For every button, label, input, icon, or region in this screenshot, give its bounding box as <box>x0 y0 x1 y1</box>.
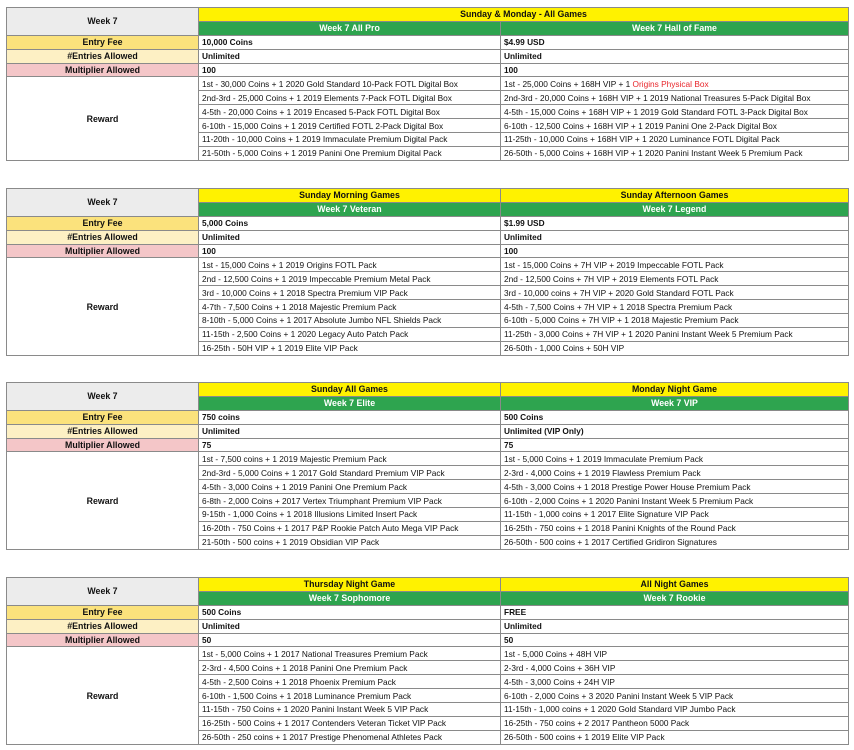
header-row <box>7 8 849 22</box>
entry-fee-value-right: FREE <box>501 605 849 619</box>
multiplier-allowed-row <box>7 63 849 77</box>
entry-fee-label: Entry Fee <box>7 605 199 619</box>
reward-right-text: 6-10th - 2,000 Coins + 3 2020 Panini Instant Week 5 VIP Pack <box>504 690 734 701</box>
header-row <box>7 578 849 592</box>
reward-right-text: 2nd-3rd - 20,000 Coins + 168H VIP + 1 2019 National Treasures 5-Pack Digital Box <box>504 92 811 103</box>
reward-right <box>501 146 849 160</box>
entries-allowed-label: #Entries Allowed <box>7 424 199 438</box>
reward-right <box>501 466 849 480</box>
reward-left: 2nd - 12,500 Coins + 1 2019 Impeccable Premium Metal Pack <box>199 272 501 286</box>
multiplier-allowed-value-right: 100 <box>501 63 849 77</box>
reward-right-text: 16-25th - 750 coins + 2 2017 Pantheon 5000 Pack <box>504 718 690 729</box>
reward-right-text: 3rd - 10,000 coins + 7H VIP + 2020 Gold Standard FOTL Pack <box>504 287 734 298</box>
reward-right-text: 26-50th - 1,000 Coins + 50H VIP <box>504 343 625 354</box>
reward-right <box>501 675 849 689</box>
reward-right <box>501 535 849 549</box>
entry-fee-label: Entry Fee <box>7 216 199 230</box>
contest-title-left: Week 7 Veteran <box>199 202 501 216</box>
reward-left: 6-8th - 2,000 Coins + 2017 Vertex Triumphant Premium VIP Pack <box>199 494 501 508</box>
reward-label: Reward <box>7 647 199 744</box>
reward-left: 1st - 5,000 Coins + 1 2017 National Treasures Premium Pack <box>199 647 501 661</box>
reward-left: 4-5th - 3,000 Coins + 1 2019 Panini One Premium Pack <box>199 480 501 494</box>
week-label: Week 7 <box>7 578 199 606</box>
multiplier-allowed-value-right: 100 <box>501 244 849 258</box>
reward-left: 1st - 30,000 Coins + 1 2020 Gold Standard 10-Pack FOTL Digital Box <box>199 77 501 91</box>
reward-right-text: 1st - 5,000 Coins + 48H VIP <box>504 648 608 659</box>
reward-right-text: 11-15th - 1,000 coins + 1 2017 Elite Signature VIP Pack <box>504 509 709 520</box>
multiplier-allowed-value-left: 75 <box>199 438 501 452</box>
entries-allowed-row <box>7 49 849 63</box>
reward-left: 26-50th - 250 coins + 1 2017 Prestige Phenomenal Athletes Pack <box>199 730 501 744</box>
entry-fee-value-left: 10,000 Coins <box>199 35 501 49</box>
entries-allowed-value-right: Unlimited <box>501 230 849 244</box>
reward-right-text: 6-10th - 12,500 Coins + 168H VIP + 1 2019 Panini One 2-Pack Digital Box <box>504 120 777 131</box>
reward-left: 3rd - 10,000 Coins + 1 2018 Spectra Premium VIP Pack <box>199 286 501 300</box>
multiplier-allowed-label: Multiplier Allowed <box>7 633 199 647</box>
contest-title-right: Week 7 Hall of Fame <box>501 21 849 35</box>
entry-fee-value-right: 500 Coins <box>501 410 849 424</box>
reward-right <box>501 300 849 314</box>
reward-right <box>501 286 849 300</box>
multiplier-allowed-label: Multiplier Allowed <box>7 63 199 77</box>
reward-right <box>501 661 849 675</box>
week-label: Week 7 <box>7 383 199 411</box>
reward-right <box>501 494 849 508</box>
slate-header-left: Thursday Night Game <box>199 578 501 592</box>
reward-right-text: 11-25th - 3,000 Coins + 7H VIP + 1 2020 Panini Instant Week 5 Premium Pack <box>504 329 793 340</box>
slate-header-left: Sunday Morning Games <box>199 189 501 203</box>
multiplier-allowed-value-left: 100 <box>199 244 501 258</box>
reward-right-text: 4-5th - 15,000 Coins + 168H VIP + 1 2019 Gold Standard FOTL 3-Pack Digital Box <box>504 106 808 117</box>
entry-fee-value-right: $1.99 USD <box>501 216 849 230</box>
reward-highlight: Origins Physical Box <box>632 78 709 89</box>
entries-allowed-value-left: Unlimited <box>199 49 501 63</box>
entry-fee-row <box>7 605 849 619</box>
reward-left: 6-10th - 1,500 Coins + 1 2018 Luminance Premium Pack <box>199 689 501 703</box>
week-label: Week 7 <box>7 189 199 217</box>
reward-left: 11-15th - 2,500 Coins + 1 2020 Legacy Auto Patch Pack <box>199 327 501 341</box>
slate-header: Sunday & Monday - All Games <box>199 8 849 22</box>
entries-allowed-value-left: Unlimited <box>199 619 501 633</box>
reward-right-text: 1st - 25,000 Coins + 168H VIP + 1 <box>504 78 633 89</box>
reward-right-text: 16-25th - 750 coins + 1 2018 Panini Knights of the Round Pack <box>504 523 736 534</box>
reward-right <box>501 327 849 341</box>
reward-right-text: 26-50th - 5,000 Coins + 168H VIP + 1 2020 Panini Instant Week 5 Premium Pack <box>504 148 803 159</box>
reward-right-text: 6-10th - 5,000 Coins + 7H VIP + 1 2018 Majestic Premium Pack <box>504 315 739 326</box>
reward-right-text: 1st - 5,000 Coins + 1 2019 Immaculate Premium Pack <box>504 453 703 464</box>
reward-left: 11-15th - 750 Coins + 1 2020 Panini Instant Week 5 VIP Pack <box>199 703 501 717</box>
entry-fee-value-left: 500 Coins <box>199 605 501 619</box>
reward-row <box>7 258 849 272</box>
reward-right <box>501 341 849 355</box>
reward-right-text: 2-3rd - 4,000 Coins + 36H VIP <box>504 662 616 673</box>
multiplier-allowed-row <box>7 438 849 452</box>
reward-row <box>7 452 849 466</box>
reward-right-text: 26-50th - 500 coins + 1 2017 Certified Gridiron Signatures <box>504 537 717 548</box>
reward-left: 4-5th - 2,500 Coins + 1 2018 Phoenix Premium Pack <box>199 675 501 689</box>
reward-right <box>501 105 849 119</box>
slate-header-left: Sunday All Games <box>199 383 501 397</box>
reward-right <box>501 272 849 286</box>
reward-right <box>501 730 849 744</box>
reward-right <box>501 91 849 105</box>
reward-left: 4-7th - 7,500 Coins + 1 2018 Majestic Premium Pack <box>199 300 501 314</box>
entry-fee-row <box>7 216 849 230</box>
reward-left: 6-10th - 15,000 Coins + 1 2019 Certified FOTL 2-Pack Digital Box <box>199 119 501 133</box>
reward-right <box>501 314 849 328</box>
contest-title-left: Week 7 Sophomore <box>199 591 501 605</box>
entry-fee-value-right: $4.99 USD <box>501 35 849 49</box>
reward-right <box>501 703 849 717</box>
reward-label: Reward <box>7 452 199 549</box>
multiplier-allowed-value-left: 100 <box>199 63 501 77</box>
reward-right-text: 1st - 15,000 Coins + 7H VIP + 2019 Impeccable FOTL Pack <box>504 259 724 270</box>
reward-right <box>501 77 849 91</box>
multiplier-allowed-value-right: 50 <box>501 633 849 647</box>
reward-left: 21-50th - 500 coins + 1 2019 Obsidian VIP Pack <box>199 535 501 549</box>
reward-right-text: 26-50th - 500 coins + 1 2019 Elite VIP Pack <box>504 732 665 743</box>
reward-right <box>501 133 849 147</box>
reward-left: 16-25th - 500 Coins + 1 2017 Contenders Veteran Ticket VIP Pack <box>199 716 501 730</box>
entry-fee-row <box>7 35 849 49</box>
entry-fee-value-left: 5,000 Coins <box>199 216 501 230</box>
entries-allowed-label: #Entries Allowed <box>7 49 199 63</box>
reward-right <box>501 521 849 535</box>
reward-right <box>501 480 849 494</box>
header-row <box>7 189 849 203</box>
contest-title-left: Week 7 Elite <box>199 396 501 410</box>
multiplier-allowed-row <box>7 633 849 647</box>
reward-left: 21-50th - 5,000 Coins + 1 2019 Panini One Premium Digital Pack <box>199 146 501 160</box>
reward-right-text: 4-5th - 7,500 Coins + 7H VIP + 1 2018 Spectra Premium Pack <box>504 301 733 312</box>
reward-left: 9-15th - 1,000 Coins + 1 2018 Illusions Limited Insert Pack <box>199 508 501 522</box>
entries-allowed-value-left: Unlimited <box>199 230 501 244</box>
entry-fee-value-left: 750 coins <box>199 410 501 424</box>
reward-label: Reward <box>7 77 199 160</box>
reward-right <box>501 119 849 133</box>
reward-left: 2nd-3rd - 5,000 Coins + 1 2017 Gold Standard Premium VIP Pack <box>199 466 501 480</box>
entries-allowed-value-right: Unlimited (VIP Only) <box>501 424 849 438</box>
entry-fee-label: Entry Fee <box>7 410 199 424</box>
reward-right-text: 2-3rd - 4,000 Coins + 1 2019 Flawless Premium Pack <box>504 467 701 478</box>
reward-right-text: 11-15th - 1,000 coins + 1 2020 Gold Standard VIP Jumbo Pack <box>504 704 736 715</box>
week-label: Week 7 <box>7 8 199 36</box>
multiplier-allowed-label: Multiplier Allowed <box>7 244 199 258</box>
reward-left: 2-3rd - 4,500 Coins + 1 2018 Panini One Premium Pack <box>199 661 501 675</box>
contest-title-right: Week 7 VIP <box>501 396 849 410</box>
reward-left: 2nd-3rd - 25,000 Coins + 1 2019 Elements 7-Pack FOTL Digital Box <box>199 91 501 105</box>
header-row <box>7 383 849 397</box>
entries-allowed-value-right: Unlimited <box>501 619 849 633</box>
reward-right-text: 6-10th - 2,000 Coins + 1 2020 Panini Instant Week 5 Premium Pack <box>504 495 754 506</box>
reward-label: Reward <box>7 258 199 355</box>
reward-right <box>501 716 849 730</box>
reward-row <box>7 77 849 91</box>
contest-table <box>6 7 849 161</box>
entries-allowed-value-left: Unlimited <box>199 424 501 438</box>
reward-left: 11-20th - 10,000 Coins + 1 2019 Immaculate Premium Digital Pack <box>199 133 501 147</box>
slate-header-right: Monday Night Game <box>501 383 849 397</box>
entries-allowed-row <box>7 230 849 244</box>
reward-right-text: 2nd - 12,500 Coins + 7H VIP + 2019 Elements FOTL Pack <box>504 273 719 284</box>
slate-header-right: Sunday Afternoon Games <box>501 189 849 203</box>
reward-left: 16-25th - 50H VIP + 1 2019 Elite VIP Pack <box>199 341 501 355</box>
reward-left: 1st - 7,500 coins + 1 2019 Majestic Premium Pack <box>199 452 501 466</box>
multiplier-allowed-label: Multiplier Allowed <box>7 438 199 452</box>
slate-header-right: All Night Games <box>501 578 849 592</box>
contest-title-right: Week 7 Rookie <box>501 591 849 605</box>
reward-row <box>7 647 849 661</box>
reward-right <box>501 689 849 703</box>
reward-left: 8-10th - 5,000 Coins + 1 2017 Absolute Jumbo NFL Shields Pack <box>199 314 501 328</box>
reward-right <box>501 508 849 522</box>
multiplier-allowed-row <box>7 244 849 258</box>
contest-title-right: Week 7 Legend <box>501 202 849 216</box>
entries-allowed-row <box>7 424 849 438</box>
reward-right-text: 4-5th - 3,000 Coins + 1 2018 Prestige Power House Premium Pack <box>504 481 751 492</box>
reward-left: 4-5th - 20,000 Coins + 1 2019 Encased 5-Pack FOTL Digital Box <box>199 105 501 119</box>
entry-fee-row <box>7 410 849 424</box>
entries-allowed-row <box>7 619 849 633</box>
reward-left: 1st - 15,000 Coins + 1 2019 Origins FOTL Pack <box>199 258 501 272</box>
reward-right <box>501 258 849 272</box>
entry-fee-label: Entry Fee <box>7 35 199 49</box>
contest-table <box>6 188 849 356</box>
entries-allowed-value-right: Unlimited <box>501 49 849 63</box>
reward-right-text: 4-5th - 3,000 Coins + 24H VIP <box>504 676 615 687</box>
reward-right-text: 11-25th - 10,000 Coins + 168H VIP + 1 2020 Luminance FOTL Digital Pack <box>504 134 780 145</box>
reward-right <box>501 452 849 466</box>
contest-title-left: Week 7 All Pro <box>199 21 501 35</box>
reward-left: 16-20th - 750 Coins + 1 2017 P&P Rookie Patch Auto Mega VIP Pack <box>199 521 501 535</box>
contest-table <box>6 577 849 745</box>
multiplier-allowed-value-right: 75 <box>501 438 849 452</box>
reward-right <box>501 647 849 661</box>
multiplier-allowed-value-left: 50 <box>199 633 501 647</box>
entries-allowed-label: #Entries Allowed <box>7 230 199 244</box>
entries-allowed-label: #Entries Allowed <box>7 619 199 633</box>
contest-table <box>6 382 849 550</box>
